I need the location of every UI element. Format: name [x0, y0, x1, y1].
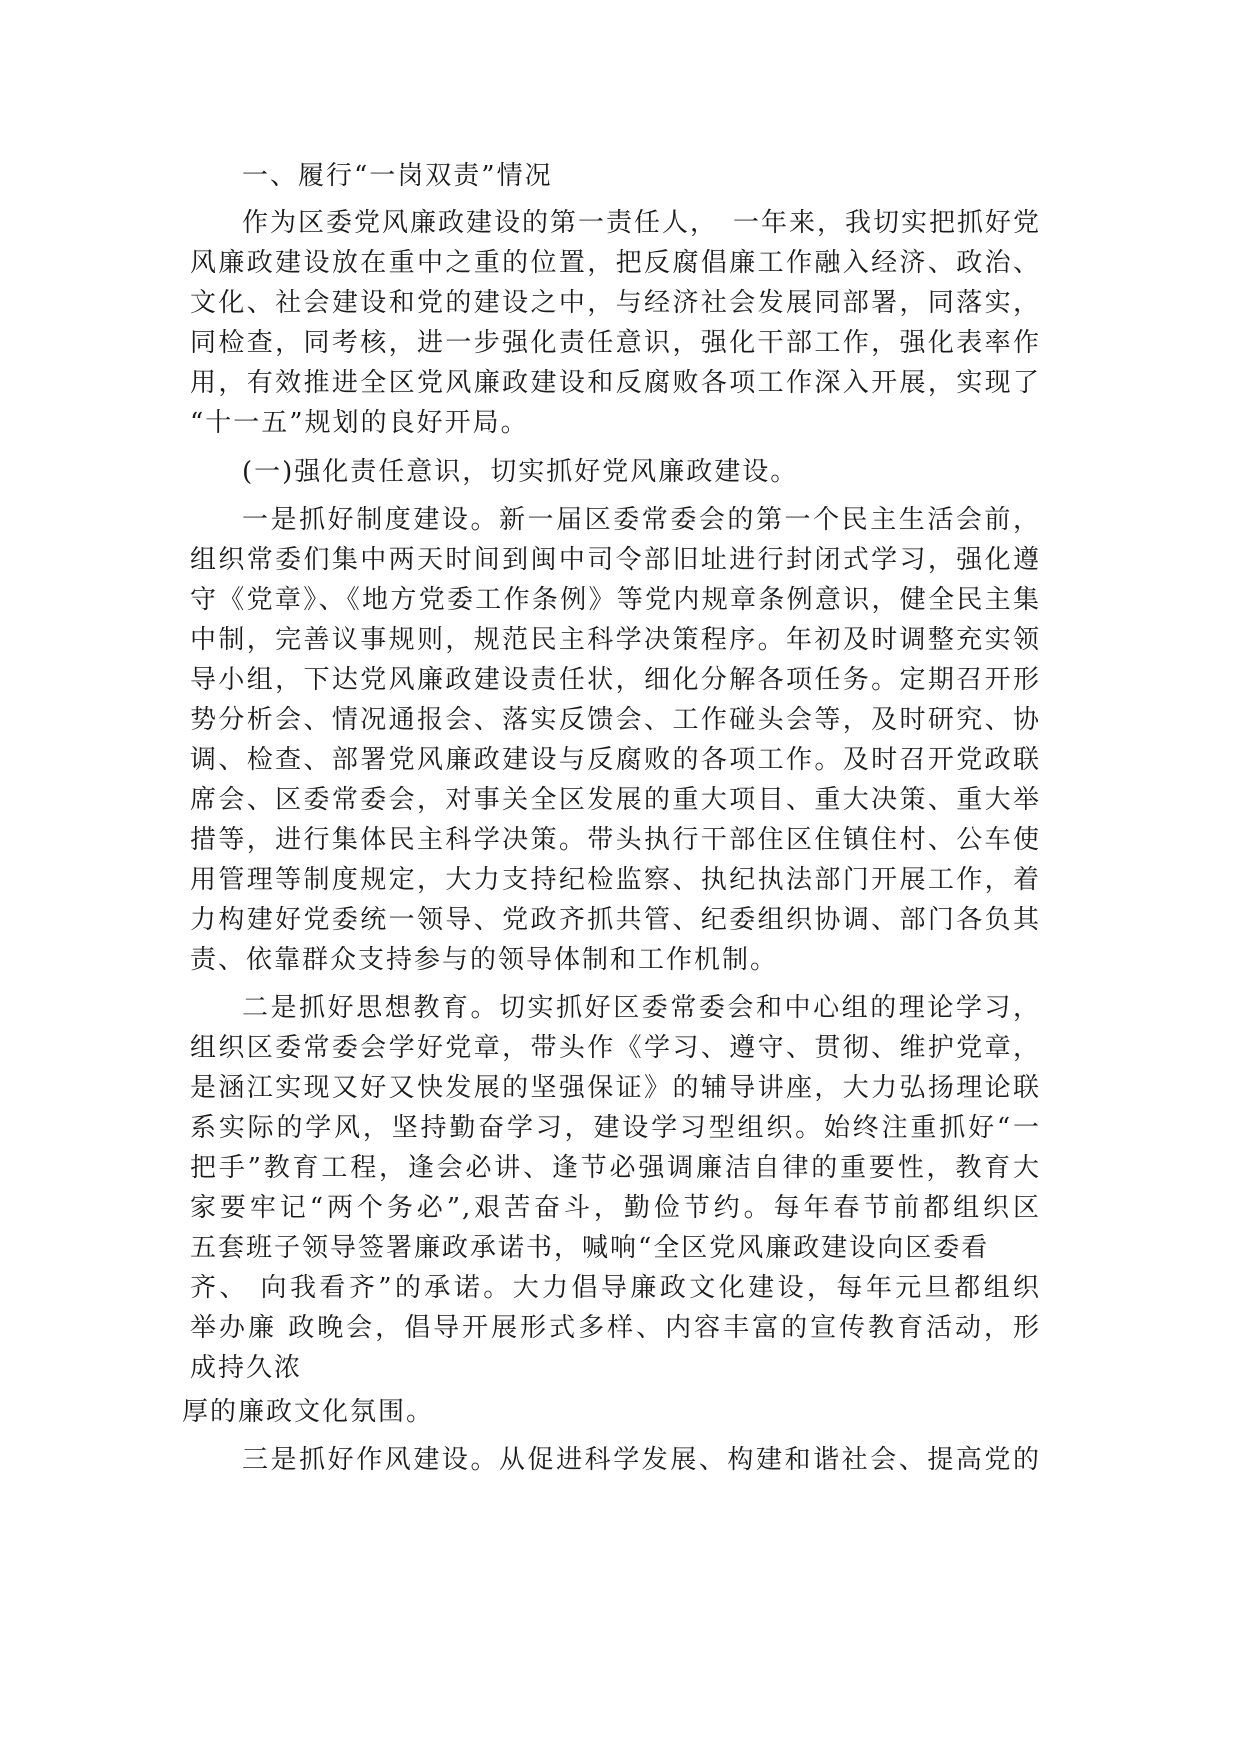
paragraph-line: 家要牢记“两个务必”,艰苦奋斗，勤俭节约。每年春节前都组织区	[190, 1193, 1041, 1223]
paragraph-line: 成持久浓	[190, 1353, 303, 1383]
paragraph-line: 组织常委们集中两天时间到闽中司令部旧址进行封闭式学习，强化遵	[190, 545, 1041, 575]
paragraph-line: 势分析会、情况通报会、落实反馈会、工作碰头会等，及时研究、协	[190, 705, 1041, 735]
paragraph-line: 用管理等制度规定，大力支持纪检监察、执纪执法部门开展工作，着	[190, 865, 1041, 895]
paragraph-line: 作为区委党风廉政建设的第一责任人， 一年来，我切实把抓好党	[242, 208, 1042, 238]
paragraph-line: 三是抓好作风建设。从促进科学发展、构建和谐社会、提高党的	[242, 1445, 1041, 1475]
paragraph-line: 是涵江实现又好又快发展的坚强保证》的辅导讲座，大力弘扬理论联	[190, 1073, 1041, 1103]
paragraph-line: 风廉政建设放在重中之重的位置，把反腐倡廉工作融入经济、政治、	[190, 248, 1041, 278]
paragraph-line: 守《党章》、《地方党委工作条例》等党内规章条例意识，健全民主集	[190, 585, 1041, 615]
paragraph-line: 中制，完善议事规则，规范民主科学决策程序。年初及时调整充实领	[190, 625, 1041, 655]
paragraph-line: 把手”教育工程，逢会必讲、逢节必强调廉洁自律的重要性，教育大	[190, 1153, 1041, 1183]
paragraph-line: 一是抓好制度建设。新一届区委常委会的第一个民主生活会前，	[242, 505, 1041, 535]
paragraph-line: 举办廉 政晚会，倡导开展形式多样、内容丰富的宣传教育活动，形	[190, 1313, 1041, 1343]
paragraph-line: 齐、 向我看齐”的承诺。大力倡导廉政文化建设，每年元旦都组织	[190, 1273, 1041, 1303]
paragraph-line: 调、检查、部署党风廉政建设与反腐败的各项工作。及时召开党政联	[190, 745, 1041, 775]
paragraph-line: 五套班子领导签署廉政承诺书，喊响“全区党风廉政建设向区委看	[190, 1233, 990, 1263]
paragraph-line: “十一五”规划的良好开局。	[190, 408, 529, 438]
paragraph-line: 同检查，同考核，进一步强化责任意识，强化干部工作，强化表率作	[190, 328, 1041, 358]
paragraph-line: 措等，进行集体民主科学决策。带头执行干部住区住镇住村、公车使	[190, 825, 1041, 855]
paragraph-line: 文化、社会建设和党的建设之中，与经济社会发展同部署，同落实，	[190, 288, 1041, 318]
paragraph-line: 导小组，下达党风廉政建设责任状，细化分解各项任务。定期召开形	[190, 665, 1041, 695]
paragraph-line: 系实际的学风，坚持勤奋学习，建设学习型组织。始终注重抓好“一	[190, 1113, 1041, 1143]
paragraph-line: 二是抓好思想教育。切实抓好区委常委会和中心组的理论学习，	[242, 993, 1041, 1023]
paragraph-line: 组织区委常委会学好党章，带头作《学习、遵守、贯彻、维护党章，	[190, 1033, 1041, 1063]
paragraph-line: 力构建好党委统一领导、党政齐抓共管、纪委组织协调、部门各负其	[190, 905, 1041, 935]
paragraph-line: 席会、区委常委会，对事关全区发展的重大项目、重大决策、重大举	[190, 785, 1041, 815]
paragraph-line: 厚的廉政文化氛围。	[182, 1397, 435, 1427]
paragraph-line: 责、依靠群众支持参与的领导体制和工作机制。	[190, 945, 779, 975]
paragraph-line: 用，有效推进全区党风廉政建设和反腐败各项工作深入开展，实现了	[190, 368, 1041, 398]
section-heading: 一、履行“一岗双责”情况	[242, 161, 553, 191]
subsection-heading: (一)强化责任意识，切实抓好党风廉政建设。	[242, 457, 799, 487]
